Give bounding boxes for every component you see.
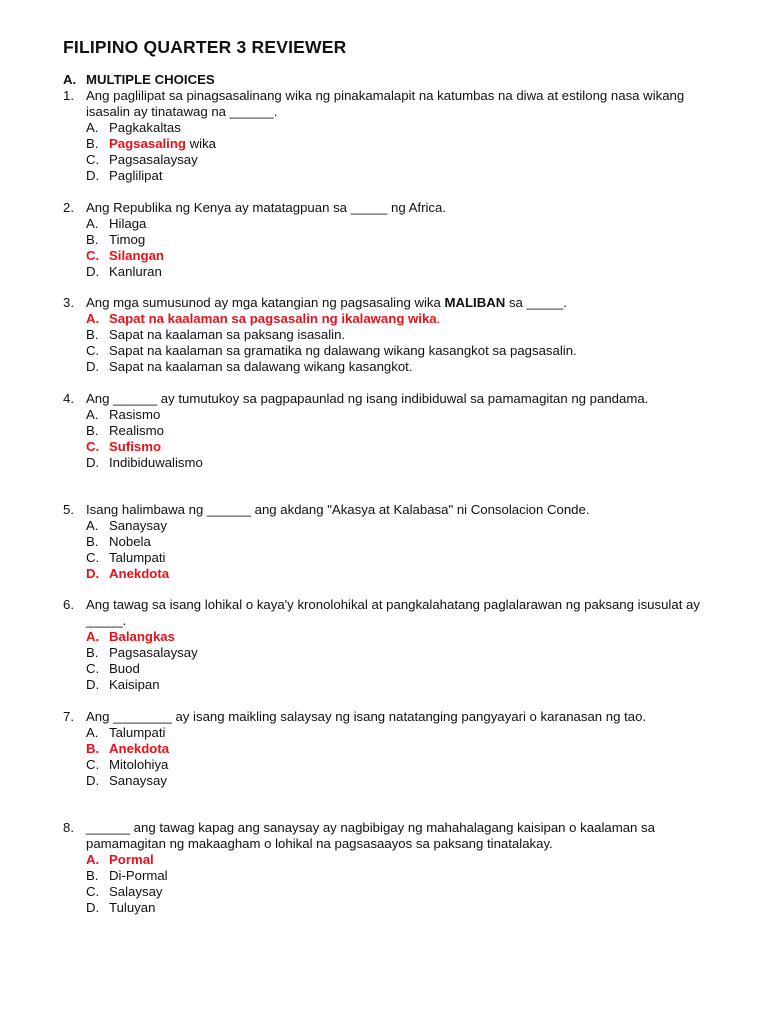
option-c xyxy=(63,661,703,677)
option-text: Rasismo xyxy=(109,407,161,422)
question-text: Isang halimbawa ng ______ ang akdang "Akasya at Kalabasa" ni Consolacion Conde. xyxy=(86,502,590,517)
option-text: Timog xyxy=(109,232,146,247)
question-number: 3. xyxy=(63,295,74,310)
option-a xyxy=(63,725,703,741)
option-letter: C. xyxy=(86,550,100,565)
option-letter: B. xyxy=(86,534,99,549)
option-letter: C. xyxy=(86,439,100,454)
question-text-end: sa _____. xyxy=(505,295,567,310)
question-2 xyxy=(63,200,703,280)
option-text: Talumpati xyxy=(109,550,166,565)
option-c-correct xyxy=(63,248,703,264)
option-text: Paglilipat xyxy=(109,168,163,183)
option-c xyxy=(63,550,703,566)
option-text: Hilaga xyxy=(109,216,147,231)
option-letter: C. xyxy=(86,152,100,167)
option-letter: C. xyxy=(86,343,100,358)
question-number: 4. xyxy=(63,391,74,406)
option-letter: A. xyxy=(86,311,100,326)
option-a-correct xyxy=(63,311,703,327)
option-a-correct xyxy=(63,852,703,868)
question-number: 8. xyxy=(63,820,74,835)
option-text: Di-Pormal xyxy=(109,868,168,883)
option-text: Sufismo xyxy=(109,439,162,454)
option-d xyxy=(63,455,703,471)
option-text: Sapat na kaalaman sa dalawang wikang kasangkot. xyxy=(109,359,413,374)
question-text: Ang tawag sa isang lohikal o kaya'y kronolohikal at pangkalahatang paglalarawan ng paksang isusulat ay _____. xyxy=(86,597,700,628)
question-text: Ang ________ ay isang maikling salaysay ng isang natatanging pangyayari o karanasan ng tao. xyxy=(86,709,647,724)
question-stem xyxy=(63,820,703,852)
question-number: 2. xyxy=(63,200,74,215)
section-marker: A. xyxy=(63,72,77,87)
option-b xyxy=(63,868,703,884)
option-letter: B. xyxy=(86,136,99,151)
option-text: Sanaysay xyxy=(109,773,167,788)
question-stem xyxy=(63,295,703,311)
option-text: Nobela xyxy=(109,534,151,549)
option-c xyxy=(63,884,703,900)
option-letter: A. xyxy=(86,629,100,644)
question-emphasis: MALIBAN xyxy=(444,295,506,310)
option-text: Talumpati xyxy=(109,725,166,740)
question-text: Ang ______ ay tumutukoy sa pagpapaunlad ng isang indibiduwal sa pamamagitan ng pandama. xyxy=(86,391,649,406)
question-stem xyxy=(63,200,703,216)
question-8 xyxy=(63,820,703,916)
option-text: Anekdota xyxy=(109,741,170,756)
option-text: Indibiduwalismo xyxy=(109,455,203,470)
question-text: Ang Republika ng Kenya ay matatagpuan sa _____ ng Africa. xyxy=(86,200,446,215)
option-d-correct xyxy=(63,566,703,582)
question-stem xyxy=(63,88,703,120)
option-letter: D. xyxy=(86,264,100,279)
page-title: FILIPINO QUARTER 3 REVIEWER xyxy=(63,37,347,57)
option-c xyxy=(63,343,703,359)
option-d xyxy=(63,264,703,280)
option-letter: B. xyxy=(86,645,99,660)
option-letter: D. xyxy=(86,566,100,581)
option-d xyxy=(63,900,703,916)
question-number: 7. xyxy=(63,709,74,724)
option-a xyxy=(63,120,703,136)
option-text: Mitolohiya xyxy=(109,757,169,772)
option-a xyxy=(63,216,703,232)
option-letter: A. xyxy=(86,120,99,135)
option-b xyxy=(63,327,703,343)
option-letter: D. xyxy=(86,677,100,692)
option-text: Pormal xyxy=(109,852,154,867)
option-letter: B. xyxy=(86,868,99,883)
option-highlight-text: Pagsasaling xyxy=(109,136,186,151)
option-text: Pagsasalaysay xyxy=(109,152,198,167)
option-b xyxy=(63,232,703,248)
option-b xyxy=(63,423,703,439)
option-c xyxy=(63,152,703,168)
option-letter: D. xyxy=(86,455,100,470)
option-b-correct xyxy=(63,741,703,757)
option-text: wika xyxy=(185,136,217,151)
option-b xyxy=(63,136,703,152)
option-trail: . xyxy=(436,311,441,326)
option-letter: C. xyxy=(86,661,100,676)
section-heading xyxy=(63,72,215,87)
question-stem xyxy=(63,391,703,407)
question-stem xyxy=(63,597,703,629)
option-a xyxy=(63,518,703,534)
question-text: ______ ang tawag kapag ang sanaysay ay nagbibigay ng mahahalagang kaisipan o kaalaman sa pamamagitan ng makaagham o lohikal na pagsasaayos sa paksang tinatalakay. xyxy=(86,820,655,851)
option-text: Tuluyan xyxy=(109,900,156,915)
option-letter: B. xyxy=(86,741,100,756)
option-letter: D. xyxy=(86,900,100,915)
option-text: Pagkakaltas xyxy=(109,120,181,135)
question-stem xyxy=(63,502,703,518)
question-1 xyxy=(63,88,703,184)
option-letter: C. xyxy=(86,884,100,899)
option-a-correct xyxy=(63,629,703,645)
option-text: Kanluran xyxy=(109,264,162,279)
option-letter: C. xyxy=(86,248,100,263)
option-a xyxy=(63,407,703,423)
question-number: 6. xyxy=(63,597,74,612)
option-d xyxy=(63,773,703,789)
question-5 xyxy=(63,502,703,582)
option-letter: A. xyxy=(86,725,99,740)
option-text: Sapat na kaalaman sa paksang isasalin. xyxy=(109,327,346,342)
question-4 xyxy=(63,391,703,471)
option-b xyxy=(63,645,703,661)
question-number: 1. xyxy=(63,88,74,103)
option-text: Balangkas xyxy=(109,629,175,644)
option-c-correct xyxy=(63,439,703,455)
option-letter: B. xyxy=(86,327,99,342)
option-letter: C. xyxy=(86,757,100,772)
option-text: Sapat na kaalaman sa gramatika ng dalawang wikang kasangkot sa pagsasalin. xyxy=(109,343,577,358)
option-letter: B. xyxy=(86,232,99,247)
option-text: Salaysay xyxy=(109,884,163,899)
option-text: Sanaysay xyxy=(109,518,167,533)
question-stem xyxy=(63,709,703,725)
option-text: Buod xyxy=(109,661,140,676)
option-text: Sapat na kaalaman sa pagsasalin ng ikalawang wika xyxy=(109,311,437,326)
option-text: Realismo xyxy=(109,423,164,438)
question-text: Ang paglilipat sa pinagsasalinang wika ng pinakamalapit na katumbas na diwa at estilong nasa wikang isasalin ay tinatawag na ______. xyxy=(86,88,685,119)
option-letter: A. xyxy=(86,518,99,533)
option-b xyxy=(63,534,703,550)
option-text: Pagsasalaysay xyxy=(109,645,198,660)
option-letter: D. xyxy=(86,168,100,183)
option-letter: D. xyxy=(86,773,100,788)
question-6 xyxy=(63,597,703,693)
option-letter: D. xyxy=(86,359,100,374)
option-d xyxy=(63,359,703,375)
option-letter: B. xyxy=(86,423,99,438)
option-letter: A. xyxy=(86,407,99,422)
question-number: 5. xyxy=(63,502,74,517)
option-c xyxy=(63,757,703,773)
section-label: MULTIPLE CHOICES xyxy=(86,72,215,87)
option-letter: A. xyxy=(86,852,100,867)
question-3 xyxy=(63,295,703,375)
option-d xyxy=(63,677,703,693)
question-7 xyxy=(63,709,703,789)
option-text: Kaisipan xyxy=(109,677,160,692)
option-d xyxy=(63,168,703,184)
question-text: Ang mga sumusunod ay mga katangian ng pagsasaling wika xyxy=(86,295,445,310)
option-text: Silangan xyxy=(109,248,164,263)
option-letter: A. xyxy=(86,216,99,231)
option-text: Anekdota xyxy=(109,566,170,581)
